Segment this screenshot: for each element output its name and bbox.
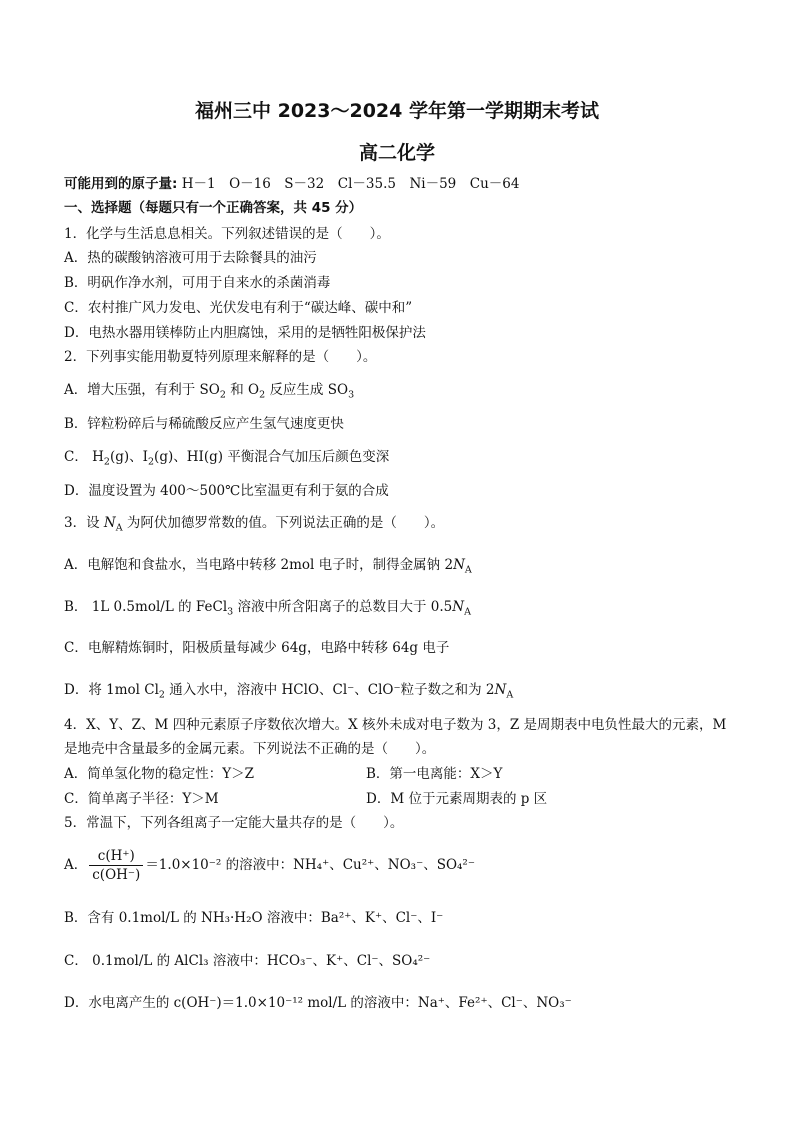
q3-option-a xyxy=(64,555,472,575)
q2-option-b: B．锌粒粉碎后与稀硫酸反应产生氢气速度更快 xyxy=(64,416,344,432)
q3-d-text-2: 通入水中，溶液中 HClO、Cl⁻、ClO⁻粒子数之和为 2 xyxy=(164,682,495,698)
q3-stem-post: 为阿伏加德罗常数的值。下列说法正确的是（ ）。 xyxy=(126,515,445,531)
q2-c-text: 平衡混合气加压后颜色变深 xyxy=(227,449,390,465)
q3-b-text: B． 1L 0.5mol/L 的 FeCl xyxy=(64,599,228,615)
q5-option-c: C． 0.1mol/L 的 AlCl₃ 溶液中：HCO₃⁻、K⁺、Cl⁻、SO₄²⁻ xyxy=(64,953,431,969)
q3-option-d xyxy=(64,680,513,700)
q2-a-text: A．增大压强，有利于 xyxy=(64,382,196,398)
state-g: (g) xyxy=(109,449,130,465)
q5-option-d: D．水电离产生的 c(OH⁻)＝1.0×10⁻¹² mol/L 的溶液中：Na⁺、Fe²⁺、Cl⁻、NO₃⁻ xyxy=(64,995,572,1011)
concentration-ratio-fraction xyxy=(89,847,143,884)
q4-option-a: A．简单氢化物的稳定性：Y＞Z xyxy=(64,766,255,782)
atomic-masses-values: H－1 O－16 S－32 Cl－35.5 Ni－59 Cu－64 xyxy=(181,176,520,192)
q3-stem xyxy=(64,513,444,533)
q4-option-b: B．第一电离能：X＞Y xyxy=(366,766,503,782)
q2-option-d: D．温度设置为 400～500℃比室温更有利于氨的合成 xyxy=(64,483,389,499)
state-g: (g) xyxy=(154,449,174,465)
sub-2: 2 xyxy=(259,389,266,401)
fraction-denominator: c(OH⁻) xyxy=(92,867,141,883)
q3-option-c: C．电解精炼铜时，阳极质量每减少 64g，电路中转移 64g 电子 xyxy=(64,640,450,656)
q4-stem-line-2: 是地壳中含量最多的金属元素。下列说法不正确的是（ ）。 xyxy=(64,741,436,757)
formula-so3: SO xyxy=(327,382,349,398)
sub-a: A xyxy=(464,564,472,576)
separator: 、 xyxy=(129,449,143,465)
q2-c-label: C． xyxy=(64,449,88,465)
formula-h2: H xyxy=(92,449,104,465)
fraction-numerator: c(H⁺) xyxy=(89,847,143,866)
sub-2: 2 xyxy=(219,389,226,401)
q5-a-label: A． xyxy=(64,857,88,873)
sub-3: 3 xyxy=(348,389,355,401)
q2-a-and: 和 xyxy=(230,382,244,398)
exam-subject: 高二化学 xyxy=(358,142,435,164)
sub-2: 2 xyxy=(148,456,155,468)
q2-option-c xyxy=(64,447,389,467)
q1-option-b: B．明矾作净水剂，可用于自来水的杀菌消毒 xyxy=(64,275,331,291)
q3-d-text: D．将 1mol Cl xyxy=(64,682,159,698)
q2-option-a xyxy=(64,380,354,400)
q3-b-text-2: 溶液中所含阳离子的总数目大于 0.5 xyxy=(233,599,453,615)
q1-option-a: A．热的碳酸钠溶液可用于去除餐具的油污 xyxy=(64,250,317,266)
q1-stem: 1．化学与生活息息相关。下列叙述错误的是（ ）。 xyxy=(64,226,390,242)
q1-option-c: C．农村推广风力发电、光伏发电有利于“碳达峰、碳中和” xyxy=(64,300,413,316)
symbol-na: N xyxy=(103,515,116,531)
formula-o2: O xyxy=(248,382,260,398)
formula-so2: SO xyxy=(199,382,220,398)
atomic-masses xyxy=(64,174,519,194)
section-heading: 一、选择题（每题只有一个正确答案，共 45 分） xyxy=(64,200,363,216)
q2-a-text-2: 反应生成 xyxy=(269,382,324,398)
q4-stem-line-1: 4．X、Y、Z、M 四种元素原子序数依次增大。X 核外未成对电子数为 3，Z 是周期表中电负性最大的元素，M xyxy=(64,717,727,733)
q2-stem: 2．下列事实能用勒夏特列原理来解释的是（ ）。 xyxy=(64,349,377,365)
q4-option-d: D．M 位于元素周期表的 p 区 xyxy=(366,791,548,807)
formula-i2: I xyxy=(142,449,148,465)
q3-a-text: A．电解饱和食盐水，当电路中转移 2mol 电子时，制得金属钠 2 xyxy=(64,557,454,573)
symbol-na: N xyxy=(494,682,507,698)
sub-2: 2 xyxy=(103,456,110,468)
q5-option-a xyxy=(64,845,475,885)
q1-option-d: D．电热水器用镁棒防止内胆腐蚀，采用的是牺牲阳极保护法 xyxy=(64,325,426,341)
sub-a: A xyxy=(506,689,514,701)
q5-option-b: B．含有 0.1mol/L 的 NH₃·H₂O 溶液中：Ba²⁺、K⁺、Cl⁻、I⁻ xyxy=(64,910,444,926)
q4-option-c: C．简单离子半径：Y＞M xyxy=(64,791,219,807)
symbol-na: N xyxy=(453,557,465,573)
q5-a-text: ＝1.0×10⁻² 的溶液中：NH₄⁺、Cu²⁺、NO₃⁻、SO₄²⁻ xyxy=(145,857,475,873)
formula-hi: HI(g) xyxy=(186,449,224,465)
exam-title: 福州三中 2023～2024 学年第一学期期末考试 xyxy=(195,100,599,122)
sub-a: A xyxy=(464,606,471,618)
separator: 、 xyxy=(173,449,187,465)
sub-2: 2 xyxy=(158,689,165,701)
atomic-masses-label: 可能用到的原子量: xyxy=(64,176,178,192)
symbol-na: N xyxy=(452,599,465,615)
q3-option-b xyxy=(64,597,471,617)
q3-stem-pre: 3．设 xyxy=(64,515,100,531)
q5-stem: 5．常温下，下列各组离子一定能大量共存的是（ ）。 xyxy=(64,815,404,831)
sub-3: 3 xyxy=(227,606,234,618)
sub-a: A xyxy=(115,522,123,534)
